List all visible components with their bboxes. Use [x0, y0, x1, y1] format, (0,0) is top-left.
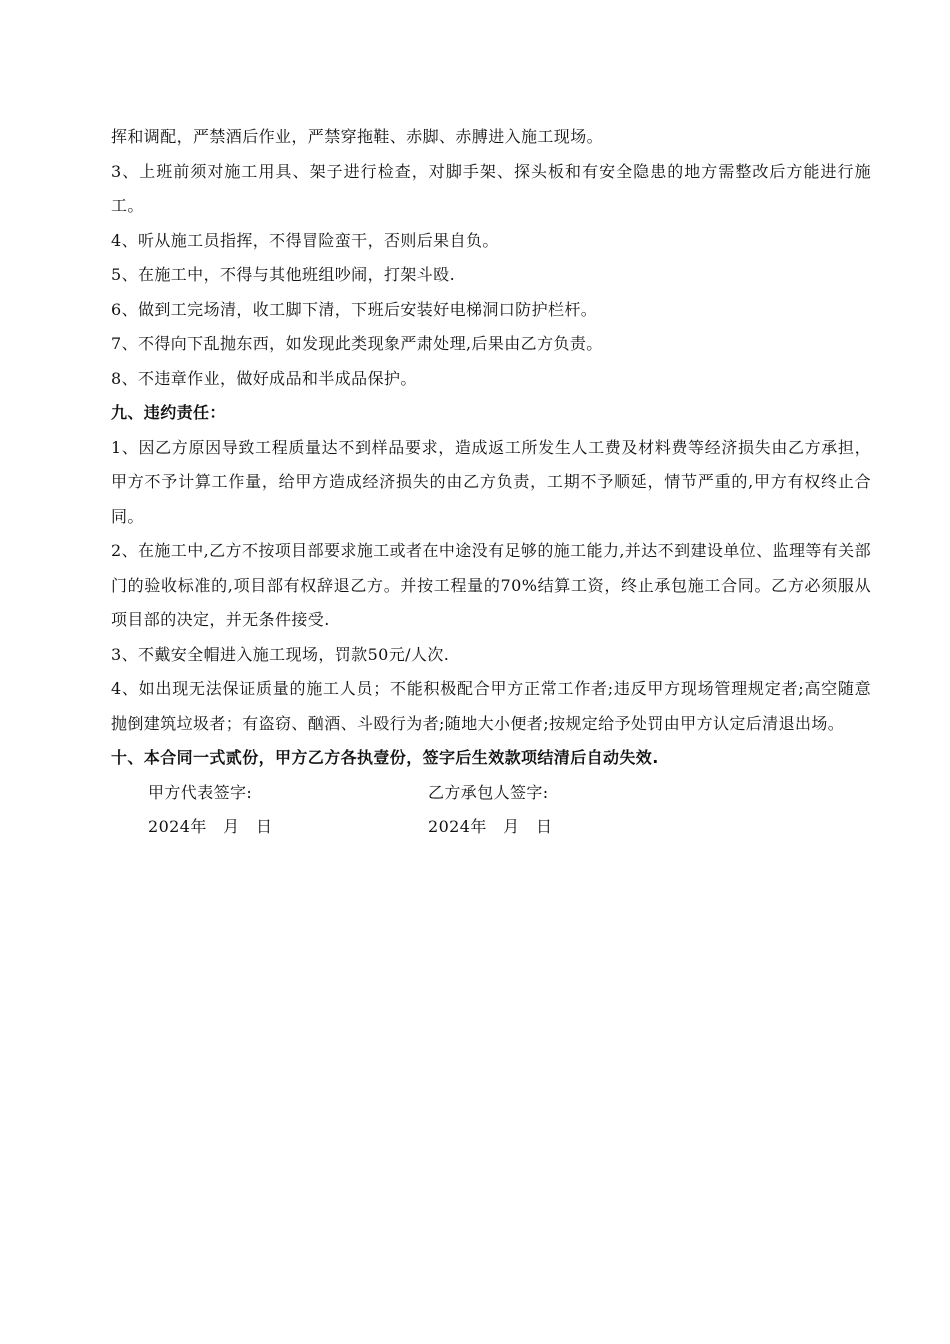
safety-item-7: 7、不得向下乱抛东西，如发现此类现象严肃处理,后果由乙方负责。 — [111, 334, 603, 353]
continued-paragraph: 挥和调配，严禁酒后作业，严禁穿拖鞋、赤脚、赤膊进入施工现场。 — [111, 127, 604, 146]
liability-item-1: 1、因乙方原因导致工程质量达不到样品要求，造成返工所发生人工费及材料费等经济损失由乙方承担，甲方不予计算工作量，给甲方造成经济损失的由乙方负责，工期不予顺延，情节严重的,甲方有权终止合同。 — [111, 437, 871, 526]
party-a-date: 2024年 月 日 — [148, 817, 273, 836]
safety-item-8: 8、不违章作业，做好成品和半成品保护。 — [111, 368, 417, 388]
party-a-signature-label: 甲方代表签字: — [148, 782, 253, 802]
safety-item-6: 6、做到工完场清，收工脚下清，下班后安装好电梯洞口防护栏杆。 — [111, 299, 598, 319]
section-9-heading: 九、违约责任： — [111, 403, 226, 422]
contract-body — [111, 120, 871, 845]
safety-item-5: 5、在施工中，不得与其他班组吵闹，打架斗殴. — [111, 265, 456, 284]
section-10-heading: 十、本合同一式贰份，甲方乙方各执壹份，签字后生效款项结清后自动失效. — [111, 748, 659, 767]
party-b-date: 2024年 月 日 — [428, 817, 553, 836]
safety-item-4: 4、听从施工员指挥，不得冒险蛮干，否则后果自负。 — [111, 230, 499, 250]
signature-date-row — [111, 810, 871, 845]
liability-item-2: 2、在施工中,乙方不按项目部要求施工或者在中途没有足够的施工能力,并达不到建设单位、监理等有关部门的验收标准的,项目部有权辞退乙方。并按工程量的70%结算工资，终止承包施工合同。乙方必须服从项目部的决定，并无条件接受. — [111, 541, 871, 629]
safety-item-3: 3、上班前须对施工用具、架子进行检查，对脚手架、探头板和有安全隐患的地方需整改后方能进行施工。 — [111, 161, 871, 215]
liability-item-3: 3、不戴安全帽进入施工现场，罚款50元/人次. — [111, 644, 450, 664]
party-b-signature-label: 乙方承包人签字: — [428, 782, 549, 802]
signature-label-row — [111, 776, 871, 811]
safety-list — [111, 155, 871, 397]
liability-item-4: 4、如出现无法保证质量的施工人员；不能积极配合甲方正常工作者;违反甲方现场管理规定者;高空随意抛倒建筑垃圾者；有盗窃、酗酒、斗殴行为者;随地大小便者;按规定给予处罚由甲方认定后清退出场。 — [111, 679, 871, 733]
liability-list — [111, 431, 871, 742]
